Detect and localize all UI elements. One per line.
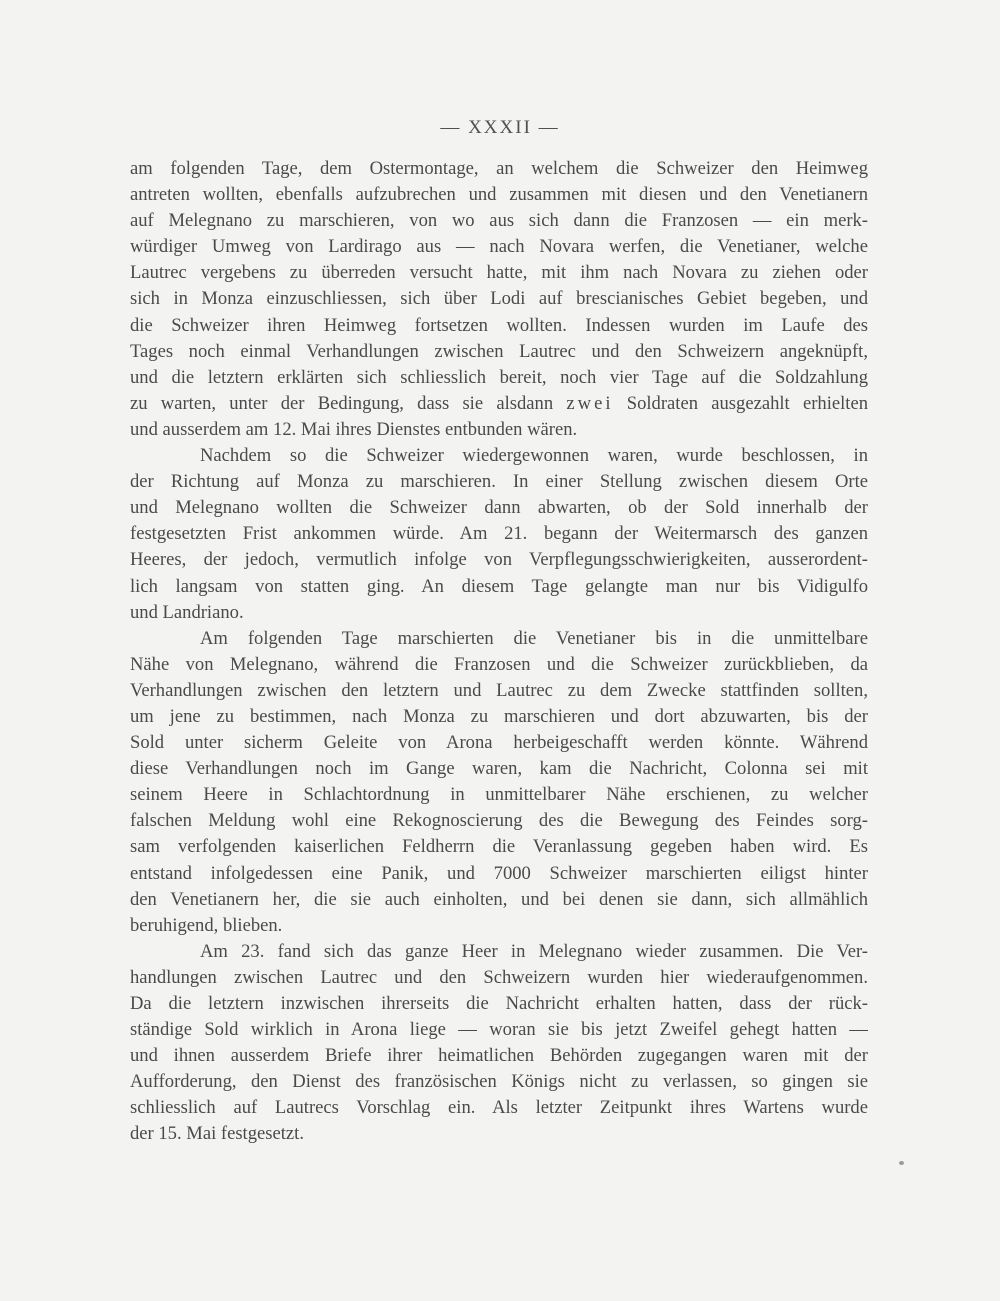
text-line: seinem Heere in Schlachtordnung in unmittelbarer Nähe erschienen, zu welcher — [130, 784, 868, 806]
text-line: der Richtung auf Monza zu marschieren. In einer Stellung zwischen diesem Orte — [130, 471, 868, 493]
text-line: auf Melegnano zu marschieren, von wo aus sich dann die Franzosen — ein merk- — [130, 210, 868, 232]
page-number-header: — XXXII — — [440, 117, 560, 138]
text-line: am folgenden Tage, dem Ostermontage, an welchem die Schweizer den Heimweg — [130, 158, 868, 179]
text-line: Da die letztern inzwischen ihrerseits die Nachricht erhalten hatten, dass der rück- — [130, 993, 868, 1014]
text-line: Lautrec vergebens zu überreden versucht hatte, mit ihm nach Novara zu ziehen oder — [130, 262, 868, 284]
text-line: würdiger Umweg von Lardirago aus — nach Novara werfen, die Venetianer, welche — [130, 236, 868, 258]
text-line: entstand infolgedessen eine Panik, und 7000 Schweizer marschierten eiligst hinter — [130, 862, 868, 884]
paragraph-end-line: der 15. Mai festgesetzt. — [130, 1123, 304, 1145]
text-line: und die letztern erklärten sich schliesslich bereit, noch vier Tage auf die Soldzahlung — [130, 366, 868, 388]
text-line: falschen Meldung wohl eine Rekognoscierung des die Bewegung des Feindes sorg- — [130, 810, 868, 832]
text-line: Aufforderung, den Dienst des französischen Königs nicht zu verlassen, so gingen sie — [130, 1071, 868, 1093]
body-text — [130, 156, 868, 1148]
text-line: handlungen zwischen Lautrec und den Schweizern wurden hier wiederaufgenommen. — [130, 966, 868, 988]
text-line: antreten wollten, ebenfalls aufzubrechen und zusammen mit diesen und den Venetianern — [130, 184, 868, 206]
paragraph-end-line: und Landriano. — [130, 601, 244, 623]
text-line: festgesetzten Frist ankommen würde. Am 21. begann der Weitermarsch des ganzen — [130, 523, 868, 545]
text-segment: Soldraten ausgezahlt erhielten — [626, 392, 868, 414]
text-line: den Venetianern her, die sie auch einholten, und bei denen sie dann, sich allmählich — [130, 888, 868, 910]
text-line: Verhandlungen zwischen den letztern und Lautrec zu dem Zwecke stattfinden sollten, — [130, 679, 868, 701]
text-segment: zu warten, unter der Bedingung, dass sie alsdann — [130, 392, 554, 414]
paragraph-end-line: beruhigend, blieben. — [130, 914, 283, 936]
text-line-with-emphasis — [130, 391, 868, 417]
paper-speck — [899, 1161, 904, 1165]
text-line: sich in Monza einzuschliessen, sich über Lodi auf brescianisches Gebiet begeben, und — [130, 288, 868, 310]
text-line: Tages noch einmal Verhandlungen zwischen Lautrec und den Schweizern angeknüpft, — [130, 340, 868, 362]
paragraph-end-line: und ausserdem am 12. Mai ihres Dienstes entbunden wären. — [130, 418, 578, 440]
text-line: und ihnen ausserdem Briefe ihrer heimatlichen Behörden zugegangen waren mit der — [130, 1045, 868, 1067]
text-line: ständige Sold wirklich in Arona liege — woran sie bis jetzt Zweifel gehegt hatten — — [130, 1019, 868, 1041]
text-line: Sold unter sicherm Geleite von Arona herbeigeschafft werden könnte. Während — [130, 732, 868, 754]
text-line: um jene zu bestimmen, nach Monza zu marschieren und dort abzuwarten, bis der — [130, 705, 868, 727]
paragraph-first-line: Nachdem so die Schweizer wiedergewonnen waren, wurde beschlossen, in — [200, 445, 868, 467]
text-line: lich langsam von statten ging. An diesem Tage gelangte man nur bis Vidigulfo — [130, 575, 868, 597]
text-line: schliesslich auf Lautrecs Vorschlag ein. Als letzter Zeitpunkt ihres Wartens wurde — [130, 1097, 868, 1119]
text-line: Heeres, der jedoch, vermutlich infolge von Verpflegungsschwierigkeiten, ausserordent- — [130, 549, 868, 571]
text-line: Nähe von Melegnano, während die Franzosen und die Schweizer zurückblieben, da — [130, 653, 868, 675]
text-line: sam verfolgenden kaiserlichen Feldherrn die Veranlassung gegeben haben wird. Es — [130, 836, 868, 858]
text-line: und Melegnano wollten die Schweizer dann abwarten, ob der Sold innerhalb der — [130, 497, 868, 519]
spaced-emphasis-word: zwei — [566, 392, 614, 414]
paragraph-first-line: Am folgenden Tage marschierten die Venetianer bis in die unmittelbare — [200, 627, 868, 649]
text-line: die Schweizer ihren Heimweg fortsetzen wollten. Indessen wurden im Laufe des — [130, 314, 868, 336]
paragraph-first-line: Am 23. fand sich das ganze Heer in Melegnano wieder zusammen. Die Ver- — [200, 940, 868, 962]
text-line: diese Verhandlungen noch im Gange waren, kam die Nachricht, Colonna sei mit — [130, 758, 868, 780]
